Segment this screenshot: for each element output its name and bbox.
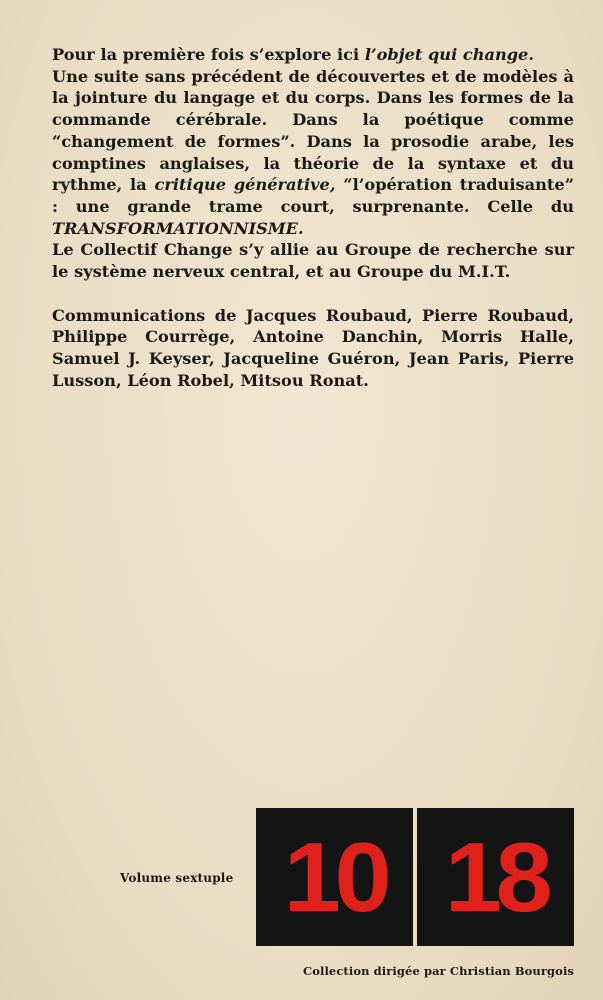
blurb-paragraph-2: Une suite sans précédent de découvertes et de modèles à la jointure du langage et du corps. Dans les formes de la commande cérébrale. Dans la poétique comme “changement de formes”. Dans la prosodie arabe, les comptines anglaises, la théorie de la syntaxe et du rythme, la critique générative, “l’opération traduisante” : une grande trame court, surprenante. Celle du TRANSFORMATIONNISME.: [52, 66, 575, 238]
publisher-logo-left-block: [256, 808, 413, 946]
blurb-paragraph-1: Pour la première fois s’explore ici l’objet qui change.: [52, 45, 534, 64]
blurb-text: [52, 44, 574, 392]
logo-number-10: 10: [283, 822, 386, 932]
contributors-paragraph: Communications de Jacques Roubaud, Pierre Roubaud, Philippe Courrège, Antoine Danchin, Morris Halle, Samuel J. Keyser, Jacqueline Guéron, Jean Paris, Pierre Lusson, Léon Robel, Mitsou Ronat.: [52, 305, 574, 390]
volume-label: Volume sextuple: [120, 871, 234, 885]
logo-number-18: 18: [444, 822, 547, 932]
collection-credit: Collection dirigée par Christian Bourgois: [302, 964, 574, 978]
blurb-paragraph-3: Le Collectif Change s’y allie au Groupe de recherche sur le système nerveux central, et au Groupe du M.I.T.: [52, 240, 574, 282]
blurb-italic-phrase: l’objet qui change.: [364, 45, 534, 64]
publisher-logo-right-block: [417, 808, 574, 946]
paragraph-gap: [52, 283, 574, 305]
